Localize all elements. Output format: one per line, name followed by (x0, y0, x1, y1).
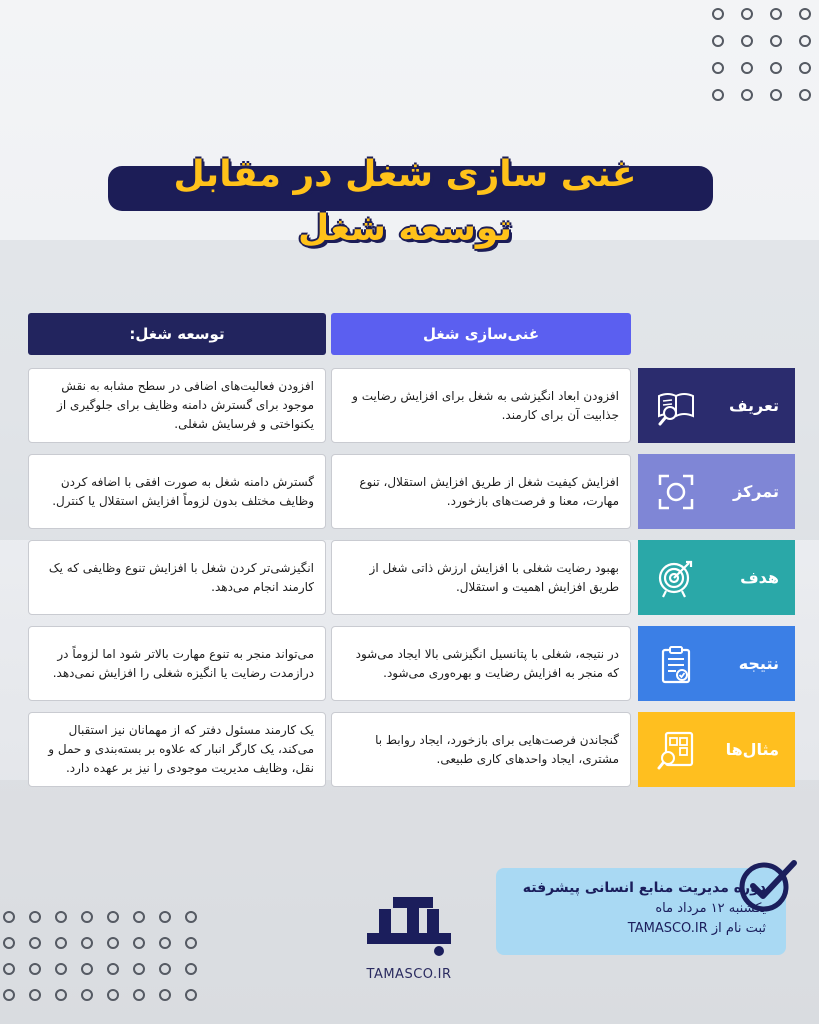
row-label-1 (638, 368, 795, 443)
decorative-dot (741, 8, 753, 20)
decorative-dot (712, 8, 724, 20)
decorative-dot (712, 35, 724, 47)
decorative-dot (81, 911, 93, 923)
promo-register: ثبت نام از TAMASCO.IR (627, 921, 766, 936)
decorative-dot (159, 989, 171, 1001)
decorative-dot (81, 937, 93, 949)
decorative-dot (799, 89, 811, 101)
development-cell: گسترش دامنه شغل به صورت افقی با اضافه کردن وظایف مختلف بدون لزوماً افزایش استقلال یا کنترل. (28, 454, 326, 529)
decorative-dot (159, 911, 171, 923)
decorative-dot (29, 911, 41, 923)
row-label-text: هدف (740, 568, 779, 587)
decorative-dot (712, 62, 724, 74)
decorative-dot (185, 937, 197, 949)
decorative-dot (799, 62, 811, 74)
decorative-dot (770, 62, 782, 74)
decorative-dot (29, 989, 41, 1001)
title-banner (108, 148, 713, 249)
decorative-dot (133, 911, 145, 923)
decorative-dot (185, 989, 197, 1001)
header-job-development: توسعه شغل: (28, 313, 326, 355)
decorative-dot (81, 963, 93, 975)
enrichment-cell: بهبود رضایت شغلی با افزایش ارزش ذاتی شغل از طریق افزایش اهمیت و استقلال. (331, 540, 631, 615)
decorative-dot (133, 963, 145, 975)
row-label-5 (638, 712, 795, 787)
header-job-enrichment: غنی‌سازی شغل (331, 313, 631, 355)
decorative-dot (29, 937, 41, 949)
development-cell: انگیزشی‌تر کردن شغل با افزایش تنوع وظایفی که یک کارمند انجام می‌دهد. (28, 540, 326, 615)
decorative-dot (799, 8, 811, 20)
row-label-2 (638, 454, 795, 529)
page-title: غنی سازی شغل در مقابل توسعه شغل (173, 154, 637, 249)
promo-date: یکشنبه ۱۲ مرداد ماه (655, 901, 766, 916)
brand-site: TAMASCO.IR (366, 967, 452, 982)
decorative-dot (29, 963, 41, 975)
decorative-dot (107, 911, 119, 923)
decorative-dot (741, 62, 753, 74)
row-label-text: تعریف (728, 396, 779, 415)
decorative-dot (3, 989, 15, 1001)
tamasco-logo-icon (365, 895, 453, 957)
decorative-dot (185, 911, 197, 923)
decorative-dot (55, 963, 67, 975)
enrichment-cell: افزایش کیفیت شغل از طریق افزایش استقلال، تنوع مهارت، معنا و فرصت‌های بازخورد. (331, 454, 631, 529)
decorative-dot (107, 937, 119, 949)
decorative-dot (107, 989, 119, 1001)
decorative-dot (55, 989, 67, 1001)
decorative-dot (159, 963, 171, 975)
row-label-text: تمرکز (733, 482, 779, 501)
decorative-dot (107, 963, 119, 975)
decorative-dot (3, 911, 15, 923)
development-cell: افزودن فعالیت‌های اضافی در سطح مشابه به نقش موجود برای گسترش دامنه وظایف برای جلوگیری از یکنواختی و فرسایش شغلی. (28, 368, 326, 443)
promo-title: دوره مدیریت منابع انسانی پیشرفته (522, 880, 766, 896)
book-magnifier-icon (656, 386, 696, 426)
decorative-dot (712, 89, 724, 101)
decorative-dot (133, 937, 145, 949)
check-circle-icon (736, 855, 800, 915)
decorative-dot (799, 35, 811, 47)
row-label-4 (638, 626, 795, 701)
decorative-dot (55, 937, 67, 949)
decorative-dot (133, 989, 145, 1001)
row-label-text: مثال‌ها (725, 740, 779, 759)
decorative-dot (81, 989, 93, 1001)
enrichment-cell: در نتیجه، شغلی با پتانسیل انگیزشی بالا ایجاد می‌شود که منجر به افزایش رضایت و بهره‌وری می‌شود. (331, 626, 631, 701)
enrichment-cell: گنجاندن فرصت‌هایی برای بازخورد، ایجاد روابط با مشتری، ایجاد واحدهای کاری طبیعی. (331, 712, 631, 787)
decorative-dot (770, 8, 782, 20)
row-label-3 (638, 540, 795, 615)
decorative-dot (185, 963, 197, 975)
clipboard-check-icon (656, 644, 696, 684)
decorative-dot (3, 937, 15, 949)
development-cell: می‌تواند منجر به تنوع مهارت بالاتر شود اما لزوماً در درازمدت رضایت یا انگیزه شغلی را افزایش نمی‌دهد. (28, 626, 326, 701)
decorative-dot (159, 937, 171, 949)
row-label-text: نتیجه (738, 654, 779, 673)
decorative-dot (55, 911, 67, 923)
decorative-dot (3, 963, 15, 975)
development-cell: یک کارمند مسئول دفتر که از مهمانان نیز استقبال می‌کند، یک کارگر انبار که علاوه بر بسته‌بندی و حمل و نقل، وظایف مدیریت موجودی را نیز بر عهده دارد. (28, 712, 326, 787)
decorative-dot (770, 89, 782, 101)
decorative-dot (741, 89, 753, 101)
decorative-dots-bottom-left (3, 911, 197, 1001)
focus-frame-icon (656, 472, 696, 512)
document-search-icon (656, 730, 696, 770)
decorative-dot (770, 35, 782, 47)
decorative-dot (741, 35, 753, 47)
target-icon (656, 558, 696, 598)
decorative-dots-top-right (712, 8, 811, 101)
enrichment-cell: افزودن ابعاد انگیزشی به شغل برای افزایش رضایت و جذابیت آن برای کارمند. (331, 368, 631, 443)
